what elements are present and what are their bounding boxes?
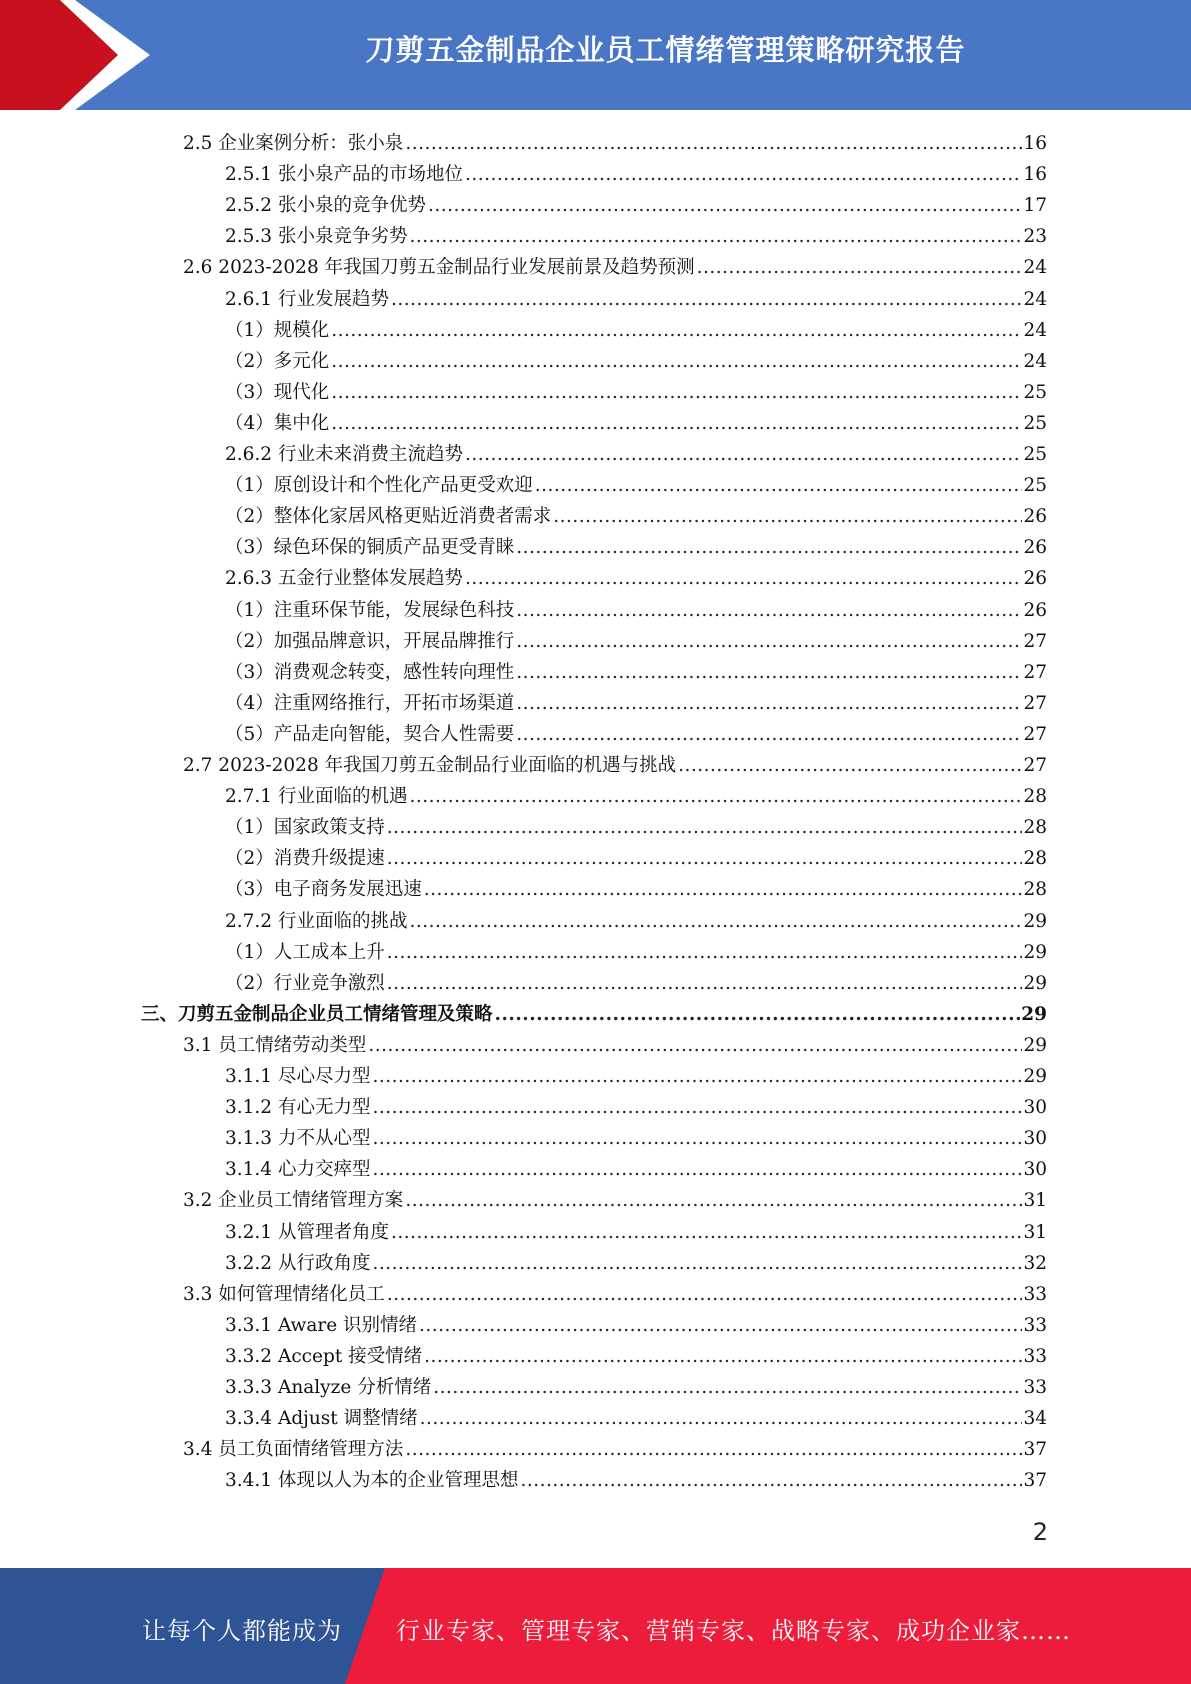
toc-dot-leader (424, 1344, 1022, 1370)
toc-entry-page: 30 (1023, 1128, 1047, 1150)
toc-entry-title: 2.7.2 行业面临的挑战 (225, 910, 408, 932)
toc-entry-title: （3）消费观念转变，感性转向理性 (225, 661, 515, 683)
toc-entry[interactable] (225, 437, 1047, 468)
toc-entry[interactable] (225, 1401, 1047, 1432)
toc-entry-page: 27 (1023, 661, 1047, 683)
toc-entry-page: 25 (1023, 381, 1047, 403)
toc-entry[interactable] (225, 935, 1047, 966)
toc-dot-leader (516, 722, 1022, 748)
toc-dot-leader (465, 442, 1022, 468)
toc-dot-leader (331, 380, 1022, 406)
toc-dot-leader (331, 411, 1022, 437)
toc-entry-title: （4）集中化 (225, 412, 330, 434)
toc-entry-title: （1）国家政策支持 (225, 817, 385, 839)
page-header (0, 0, 1191, 110)
toc-entry-title: 3.4.1 体现以人为本的企业管理思想 (225, 1470, 519, 1492)
toc-dot-leader (678, 753, 1022, 779)
toc-dot-leader (405, 131, 1022, 157)
toc-dot-leader (516, 691, 1022, 717)
toc-entry-page: 27 (1023, 630, 1047, 652)
toc-entry[interactable] (225, 1121, 1047, 1152)
toc-entry-title: 3.4 员工负面情绪管理方法 (183, 1439, 404, 1461)
toc-entry-title: 2.7 2023-2028 年我国刀剪五金制品行业面临的机遇与挑战 (183, 755, 677, 776)
toc-dot-leader (405, 1437, 1022, 1463)
toc-entry-title: 2.6.1 行业发展趋势 (225, 288, 389, 310)
toc-entry[interactable] (183, 1028, 1047, 1059)
toc-entry-page: 27 (1023, 692, 1047, 714)
toc-entry-page: 28 (1023, 817, 1047, 839)
toc-entry-title: 3.3.4 Adjust 调整情绪 (225, 1408, 418, 1430)
toc-dot-leader (372, 1126, 1022, 1152)
toc-entry-page: 24 (1023, 319, 1047, 341)
toc-entry[interactable] (225, 872, 1047, 903)
toc-entry-title: （3）绿色环保的铜质产品更受青睐 (225, 537, 515, 559)
toc-dot-leader (387, 1282, 1023, 1308)
toc-dot-leader (409, 909, 1022, 935)
toc-entry-page: 29 (1023, 1034, 1047, 1056)
toc-entry[interactable] (225, 219, 1047, 250)
toc-dot-leader (516, 629, 1022, 655)
toc-entry[interactable] (225, 530, 1047, 561)
toc-entry[interactable] (225, 1308, 1047, 1339)
toc-dot-leader (465, 162, 1022, 188)
toc-entry-page: 28 (1023, 786, 1047, 808)
toc-entry[interactable] (225, 1339, 1047, 1370)
toc-dot-leader (387, 815, 1023, 841)
toc-dot-leader (420, 1406, 1023, 1432)
toc-entry[interactable] (225, 841, 1047, 872)
toc-dot-leader (697, 255, 1023, 281)
toc-entry[interactable] (225, 1059, 1047, 1090)
toc-entry[interactable] (225, 810, 1047, 841)
toc-entry-title: 3.1.3 力不从心型 (225, 1128, 371, 1150)
toc-dot-leader (372, 1095, 1022, 1121)
toc-entry-title: （3）电子商务发展迅速 (225, 879, 422, 901)
toc-dot-leader (391, 287, 1022, 313)
toc-dot-leader (387, 940, 1023, 966)
toc-dot-leader (516, 660, 1022, 686)
toc-entry-page: 26 (1023, 568, 1047, 590)
toc-entry-title: （1）原创设计和个性化产品更受欢迎 (225, 475, 533, 497)
toc-entry[interactable] (225, 1370, 1047, 1401)
toc-entry-page: 24 (1023, 288, 1047, 310)
toc-dot-leader (372, 1251, 1022, 1277)
toc-dot-leader (372, 1157, 1022, 1183)
toc-entry[interactable] (225, 406, 1047, 437)
toc-entry-page: 30 (1023, 1159, 1047, 1181)
report-title: 刀剪五金制品企业员工情绪管理策略研究报告 (365, 33, 966, 67)
toc-entry-title: 2.6.3 五金行业整体发展趋势 (225, 568, 463, 590)
toc-entry-title: 3.1.1 尽心尽力型 (225, 1066, 371, 1087)
toc-dot-leader (424, 877, 1023, 903)
toc-entry[interactable] (225, 624, 1047, 655)
toc-entry[interactable] (225, 966, 1047, 997)
toc-entry[interactable] (225, 779, 1047, 810)
toc-entry-title: 3.1.2 有心无力型 (225, 1097, 371, 1119)
toc-entry[interactable] (183, 250, 1047, 281)
toc-dot-leader (516, 535, 1022, 561)
toc-entry-page: 37 (1023, 1439, 1047, 1461)
toc-entry-page: 25 (1023, 412, 1047, 434)
toc-entry[interactable] (183, 126, 1047, 157)
toc-entry-title: 三、刀剪五金制品企业员工情绪管理及策略 (141, 1003, 493, 1025)
toc-entry-title: 3.3.1 Aware 识别情绪 (225, 1314, 418, 1336)
toc-entry-title: 3.2.2 从行政角度 (225, 1252, 371, 1274)
toc-entry-title: 3.2.1 从管理者角度 (225, 1221, 389, 1243)
toc-entry[interactable] (225, 468, 1047, 499)
toc-entry-page: 17 (1023, 195, 1047, 217)
toc-entry[interactable] (225, 1246, 1047, 1277)
toc-entry[interactable] (225, 344, 1047, 375)
toc-entry-page: 26 (1023, 599, 1047, 621)
toc-entry-page: 29 (1023, 1066, 1047, 1087)
toc-entry-page: 25 (1023, 444, 1047, 465)
toc-entry[interactable] (225, 157, 1047, 188)
toc-entry[interactable] (183, 1183, 1047, 1214)
toc-entry[interactable] (225, 561, 1047, 592)
toc-entry-title: 3.3.3 Analyze 分析情绪 (225, 1377, 432, 1398)
toc-entry[interactable] (225, 499, 1047, 530)
toc-entry[interactable] (225, 1215, 1047, 1246)
toc-entry[interactable] (225, 188, 1047, 219)
toc-entry-page: 29 (1021, 1003, 1047, 1025)
page-number: 2 (1032, 1518, 1048, 1546)
toc-entry-page: 33 (1023, 1377, 1047, 1398)
toc-entry-page: 23 (1023, 226, 1047, 248)
toc-dot-leader (516, 598, 1022, 624)
toc-dot-leader (520, 1468, 1022, 1494)
toc-entry-page: 27 (1023, 723, 1047, 745)
toc-entry-title: （4）注重网络推行，开拓市场渠道 (225, 692, 515, 714)
toc-entry-title: （3）现代化 (225, 381, 330, 403)
footer-slogan-right: 行业专家、管理专家、营销专家、战略专家、成功企业家…… (396, 1617, 1071, 1645)
toc-entry-page: 26 (1023, 506, 1047, 528)
toc-entry-title: 3.1.4 心力交瘁型 (225, 1159, 371, 1181)
toc-entry-title: （1）注重环保节能，发展绿色科技 (225, 599, 515, 621)
toc-dot-leader (419, 1313, 1022, 1339)
toc-entry-page: 30 (1023, 1097, 1047, 1119)
toc-entry-title: （1）人工成本上升 (225, 941, 385, 963)
toc-entry[interactable] (225, 593, 1047, 624)
toc-entry-page: 33 (1023, 1283, 1047, 1305)
toc-entry-title: 3.3.2 Accept 接受情绪 (225, 1345, 423, 1367)
toc-entry-page: 29 (1023, 941, 1047, 963)
toc-entry-page: 27 (1023, 755, 1047, 776)
toc-entry-title: （2）消费升级提速 (225, 848, 385, 870)
toc-dot-leader (465, 566, 1022, 592)
toc-entry-page: 16 (1023, 133, 1047, 154)
toc-dot-leader (368, 1033, 1022, 1059)
toc-dot-leader (428, 193, 1022, 219)
toc-entry-page: 28 (1023, 879, 1047, 901)
toc-entry-title: 2.5.3 张小泉竞争劣势 (225, 226, 408, 248)
toc-entry-page: 31 (1023, 1221, 1047, 1243)
toc-entry[interactable] (225, 655, 1047, 686)
toc-dot-leader (387, 846, 1023, 872)
toc-dot-leader (553, 504, 1022, 530)
toc-entry-title: （2）加强品牌意识，开展品牌推行 (225, 630, 515, 652)
toc-entry-title: 3.3 如何管理情绪化员工 (183, 1283, 385, 1305)
toc-entry-title: 2.5 企业案例分析：张小泉 (183, 133, 404, 154)
toc-entry-page: 32 (1023, 1252, 1047, 1274)
toc-entry-page: 37 (1023, 1470, 1047, 1492)
toc-entry-title: 3.2 企业员工情绪管理方案 (183, 1190, 404, 1212)
toc-entry-title: 2.5.2 张小泉的竞争优势 (225, 195, 426, 217)
toc-entry[interactable] (225, 313, 1047, 344)
toc-entry-page: 24 (1023, 257, 1047, 279)
toc-dot-leader (372, 1064, 1022, 1090)
toc-entry-page: 31 (1023, 1190, 1047, 1212)
toc-entry-page: 29 (1023, 910, 1047, 932)
toc-entry[interactable] (225, 375, 1047, 406)
toc-entry[interactable] (225, 717, 1047, 748)
toc-entry-title: （2）行业竞争激烈 (225, 972, 385, 994)
toc-entry-page: 33 (1023, 1314, 1047, 1336)
toc-entry[interactable] (225, 1463, 1047, 1494)
toc-dot-leader (495, 1002, 1021, 1028)
toc-entry-title: 2.7.1 行业面临的机遇 (225, 786, 408, 808)
toc-dot-leader (409, 784, 1022, 810)
toc-entry[interactable] (183, 1432, 1047, 1463)
toc-entry[interactable] (183, 748, 1047, 779)
toc-entry[interactable] (183, 1277, 1047, 1308)
toc-entry-title: （2）多元化 (225, 350, 330, 372)
toc-entry[interactable] (225, 904, 1047, 935)
toc-dot-leader (391, 1220, 1022, 1246)
toc-entry-page: 26 (1023, 537, 1047, 559)
footer-slogan-left: 让每个人都能成为 (142, 1617, 342, 1645)
toc-entry-title: （5）产品走向智能，契合人性需要 (225, 723, 515, 745)
toc-entry-title: （2）整体化家居风格更贴近消费者需求 (225, 506, 552, 528)
toc-entry[interactable] (225, 1152, 1047, 1183)
toc-entry-title: 3.1 员工情绪劳动类型 (183, 1034, 367, 1056)
toc-entry-title: 2.6 2023-2028 年我国刀剪五金制品行业发展前景及趋势预测 (183, 257, 695, 279)
toc-entry-page: 29 (1023, 972, 1047, 994)
toc-dot-leader (405, 1188, 1022, 1214)
toc-entry-page: 25 (1023, 475, 1047, 497)
toc-entry[interactable] (225, 686, 1047, 717)
toc-entry-title: 2.5.1 张小泉产品的市场地位 (225, 164, 463, 186)
toc-entry[interactable] (225, 1090, 1047, 1121)
page-footer (0, 1568, 1191, 1684)
toc-dot-leader (331, 318, 1022, 344)
toc-entry[interactable] (225, 282, 1047, 313)
toc-entry-title: 2.6.2 行业未来消费主流趋势 (225, 444, 463, 465)
toc-dot-leader (535, 473, 1023, 499)
toc-dot-leader (433, 1375, 1022, 1401)
toc-entry-page: 34 (1023, 1408, 1047, 1430)
toc-entry-page: 28 (1023, 848, 1047, 870)
toc-entry-page: 16 (1023, 164, 1047, 186)
toc-entry[interactable] (141, 997, 1047, 1028)
toc-entry-page: 33 (1023, 1345, 1047, 1367)
toc-entry-page: 24 (1023, 350, 1047, 372)
toc-dot-leader (409, 224, 1022, 250)
toc-dot-leader (331, 349, 1022, 375)
toc-dot-leader (387, 971, 1023, 997)
toc-entry-title: （1）规模化 (225, 319, 330, 341)
